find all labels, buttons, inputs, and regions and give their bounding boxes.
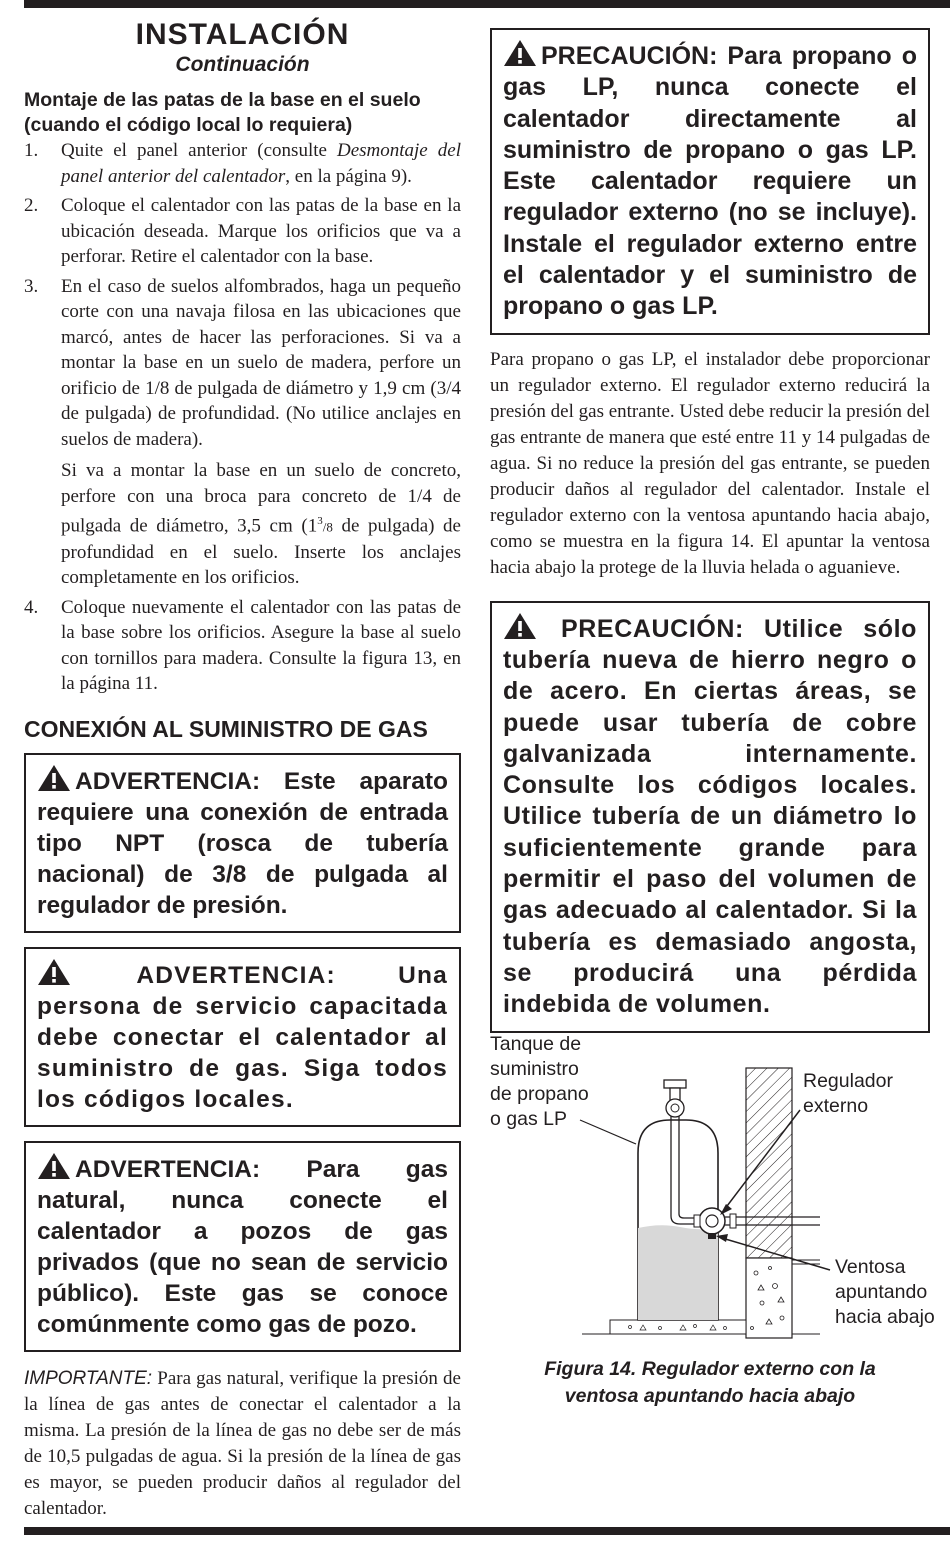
- top-rule: [24, 0, 950, 8]
- right-column: [490, 14, 930, 1033]
- step-text-part: Quite el panel anterior (consulte: [61, 140, 337, 161]
- step-number: 3.: [24, 275, 39, 297]
- step-text: [61, 138, 461, 189]
- important-text: Para gas natural, verifique la presión de la línea de gas antes de conectar el calentador a la misma. La presión de la línea de gas no debe ser de más de 10,5 pulgadas de agua. Si la presión de la línea de gas es mayor, se pueden producir daños al regulador del calentador.: [24, 1367, 461, 1519]
- fraction-numerator: 3: [317, 515, 323, 527]
- warning-triangle-icon: [37, 1152, 71, 1180]
- vent-label-line: Ventosa: [835, 1256, 906, 1278]
- vent-label-line: hacia abajo: [835, 1306, 935, 1328]
- important-label: IMPORTANTE:: [24, 1367, 153, 1389]
- tank-valve: [666, 1099, 684, 1117]
- regulator-vent: [708, 1233, 716, 1239]
- vent-label: [835, 1255, 935, 1330]
- important-paragraph: [24, 1366, 461, 1522]
- caution-box-pipe: [490, 601, 930, 1033]
- step-text: Coloque el calentador con las patas de la base en la ubicación deseada. Marque los orificios que va a perforar. Retire el calentador con la base.: [61, 195, 461, 267]
- warning-text: ADVERTENCIA: Para gas natural, nunca conecte el calentador a pozos de gas privados (que no sean de servicio público). Este gas se conoce comúnmente como gas de pozo.: [37, 1155, 448, 1338]
- tank-label-line: Tanque de: [490, 1033, 582, 1055]
- warning-triangle-icon: [37, 764, 71, 792]
- step-number: 4.: [24, 596, 39, 618]
- warning-triangle-icon: [503, 612, 537, 640]
- figure-14: [490, 1028, 950, 1348]
- tank-label-line: o gas LP: [490, 1108, 567, 1130]
- warning-text: ADVERTENCIA: Una persona de servicio capacitada debe conectar el calentador al suministro de gas. Siga todos los códigos locales.: [37, 961, 448, 1113]
- step-text-part: Si va a montar la base en un suelo de concreto, perfore con una broca para concreto de 1/4 de pulgada de diámetro, 3,5 cm (1: [61, 460, 461, 537]
- caution-text: PRECAUCIÓN: Utilice sólo tubería nueva de hierro negro o de acero. En ciertas áreas, se puede usar tubería de cobre galvanizada internamente. Consulte los códigos locales. Utilice tubería de un diámetro lo suficientemente grande para permitir el paso del volumen de gas adecuado al calentador. Si la tubería es demasiado angosta, se producirá una pérdida indebida de volumen.: [503, 614, 917, 1019]
- warning-text: ADVERTENCIA: Este aparato requiere una conexión de entrada tipo NPT (rosca de tubería nacional) de 3/8 de pulgada al regulador de presión.: [37, 767, 448, 919]
- foundation: [746, 1258, 792, 1338]
- caution-box-lp: [490, 28, 930, 335]
- step-text: Coloque nuevamente el calentador con las patas de la base sobre los orificios. Asegure la base al suelo con tornillos para madera. Consulte la figura 13, en la página 11.: [61, 596, 461, 695]
- warning-triangle-icon: [503, 39, 537, 67]
- warning-triangle-icon: [37, 958, 71, 986]
- tank-label-line: de propano: [490, 1083, 589, 1105]
- step-3: [24, 274, 461, 591]
- step-text-continued: [61, 458, 461, 591]
- tank-valve-handle: [664, 1080, 686, 1088]
- warning-box-natural-gas: [24, 1141, 461, 1352]
- steps-heading: Montaje de las patas de la base en el suelo (cuando el código local lo requiera): [24, 89, 421, 136]
- tank-liquid: [638, 1225, 718, 1320]
- regulator-label-line: Regulador: [803, 1070, 893, 1092]
- figure-caption: [490, 1356, 930, 1410]
- left-column: [24, 14, 461, 1522]
- regulator-label-line: externo: [803, 1095, 869, 1117]
- step-4: [24, 595, 461, 697]
- figure-caption-line: ventosa apuntando hacia abajo: [564, 1385, 856, 1407]
- page-title: INSTALACIÓN: [135, 18, 350, 51]
- page-subtitle: Continuación: [175, 53, 310, 76]
- step-number: 1.: [24, 140, 39, 161]
- lp-regulator-paragraph: Para propano o gas LP, el instalador debe proporcionar un regulador externo. El regulador externo reducirá la presión del gas entrante. Usted debe reducir la presión del gas entrante de manera que esté entre 11 y 14 pulgadas de agua. Si no reduce la presión del gas entrante, se pueden producir daños al regulador del calentador. Instale el regulador externo con la ventosa apuntando hacia abajo, como se muestra en la figura 14. El apuntar la ventosa hacia abajo la protege de la lluvia helada o aguanieve.: [490, 348, 931, 578]
- step-2: [24, 193, 461, 270]
- bottom-rule: [24, 1527, 950, 1535]
- fraction-denominator: /8: [322, 519, 333, 535]
- step-text-part: de pulgada) de profundidad en el suelo. Inserte los anclajes completamente en los orificios.: [61, 515, 461, 589]
- step-text: En el caso de suelos alfombrados, haga un pequeño corte con una navaja filosa en las ubicaciones que marcó, antes de hacer las perforaciones. Si va a montar la base en un suelo de madera, perfore un orificio de 1/8 de pulgada de diámetro y 1,9 cm (3/4 de pulgada) de profundidad. (No utilice anclajes en suelos de madera).: [61, 275, 461, 450]
- tank-label: [490, 1032, 589, 1132]
- tank-label-line: suministro: [490, 1058, 579, 1080]
- warning-box-npt: [24, 753, 461, 933]
- step-1: [24, 138, 461, 189]
- regulator-label: [803, 1069, 893, 1119]
- vent-label-line: apuntando: [835, 1281, 928, 1303]
- steps-list: [24, 138, 461, 697]
- step-number: 2.: [24, 195, 39, 216]
- step-text-part: , en la página 9).: [285, 165, 412, 187]
- gas-connection-heading: CONEXIÓN AL SUMINISTRO DE GAS: [24, 715, 428, 742]
- caution-text: PRECAUCIÓN: Para propano o gas LP, nunca conecte el calentador directamente al suministro de propano o gas LP. Este calentador requiere un regulador externo (no se incluye). Instale el regulador externo entre el calentador y el suministro de propano o gas LP.: [503, 42, 917, 321]
- external-regulator: [699, 1208, 725, 1234]
- warning-box-service: [24, 947, 461, 1127]
- wall: [746, 1068, 792, 1258]
- figure-caption-line: Figura 14. Regulador externo con la: [544, 1358, 876, 1380]
- step-text-emphasis: Desmontaje del panel anterior del calentador: [61, 140, 461, 187]
